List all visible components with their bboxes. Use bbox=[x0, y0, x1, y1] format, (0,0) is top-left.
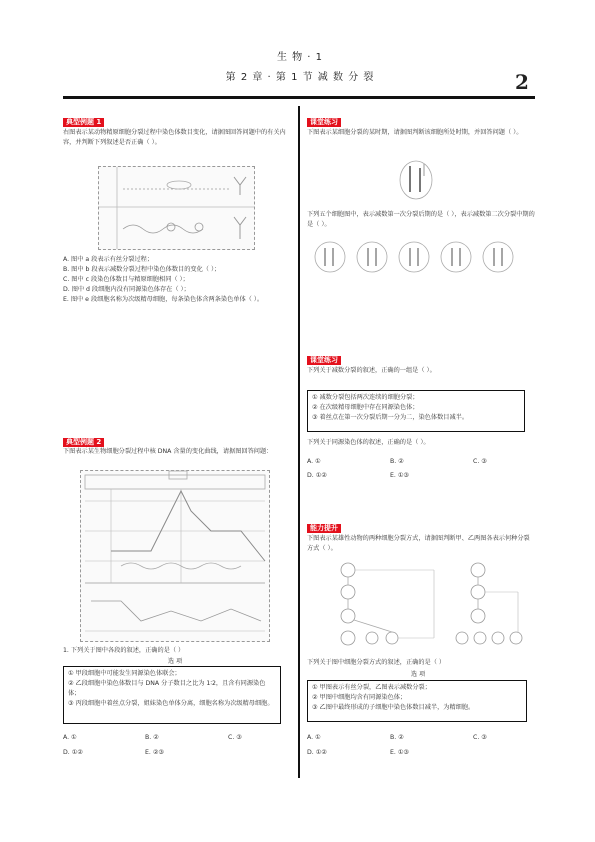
q2-tag: 典型例题 2 bbox=[63, 438, 104, 447]
q4-tag: 课堂练习 bbox=[307, 356, 341, 365]
q1-line-b: B. 图中 b 段表示减数分裂过程中染色体数目的变化（ ）； bbox=[63, 266, 221, 273]
q1-line-c: C. 图中 c 段染色体数目与精原细胞相同（ ）； bbox=[63, 276, 189, 283]
header-line-1: 生 物 · 1 bbox=[276, 52, 324, 63]
q3-cell-c bbox=[399, 242, 429, 272]
q2-box-item-2: ② 乙段细胞中染色体数目与 DNA 分子数目之比为 1∶2，且含有同源染色体； bbox=[68, 680, 266, 697]
q4-box-item-1: ① 减数分裂包括两次连续的细胞分裂； bbox=[312, 394, 419, 401]
q2-box-item-3: ③ 丙段细胞中着丝点分裂，姐妹染色单体分离，细胞名称为次级精母细胞。 bbox=[68, 700, 274, 707]
q4-stem: 下列关于减数分裂的叙述，正确的一组是（ ）。 bbox=[307, 367, 436, 374]
q2-box-item-1: ① 甲段细胞中可能发生同源染色体联会； bbox=[68, 670, 181, 677]
q1-stem: 右图表示某动物精原细胞分裂过程中染色体数目变化，请据图回答问题中的有关内容，并判断下列叙述是否正确（ ）。 bbox=[63, 129, 286, 146]
q5-option-e[interactable]: E. ①③ bbox=[390, 749, 409, 756]
q1-line-a: A. 图中 a 段表示有丝分裂过程； bbox=[63, 256, 154, 263]
q2-figure bbox=[80, 470, 270, 642]
q3-cell-e bbox=[483, 242, 513, 272]
q2-option-a[interactable]: A. ① bbox=[63, 734, 77, 741]
q3-cell-d bbox=[441, 242, 471, 272]
q4-option-e[interactable]: E. ①③ bbox=[390, 472, 409, 479]
q1-figure-drawing bbox=[99, 167, 254, 249]
q5-question: 下列关于图中细胞分裂方式的叙述，正确的是（ ） bbox=[307, 659, 446, 666]
q4-option-b[interactable]: B. ② bbox=[390, 458, 404, 465]
q2-box-title: 选 项 bbox=[167, 658, 183, 665]
header-rule bbox=[63, 96, 535, 99]
q5-option-d[interactable]: D. ①② bbox=[307, 749, 327, 756]
q5-choice-box bbox=[307, 680, 527, 722]
q2-option-d[interactable]: D. ①② bbox=[63, 749, 83, 756]
q2-stem: 下图表示某生物细胞分裂过程中核 DNA 含量的变化曲线，请据图回答问题： bbox=[63, 448, 273, 455]
q5-figure-left bbox=[318, 558, 438, 650]
q5-option-c[interactable]: C. ③ bbox=[473, 734, 487, 741]
q5-box-title: 选 项 bbox=[410, 671, 426, 678]
q3-cell-a bbox=[315, 242, 345, 272]
q3-cell-b bbox=[357, 242, 387, 272]
q4-option-d[interactable]: D. ①② bbox=[307, 472, 327, 479]
q2-option-c[interactable]: C. ③ bbox=[228, 734, 242, 741]
q5-box-item-2: ② 甲图中细胞均含有同源染色体； bbox=[312, 694, 407, 701]
q3-cell-row bbox=[312, 240, 512, 274]
q4-option-a[interactable]: A. ① bbox=[307, 458, 321, 465]
q1-line-d: D. 图中 d 段细胞内没有同源染色体存在（ ）； bbox=[63, 286, 190, 293]
q1-tag: 典型例题 1 bbox=[63, 118, 104, 127]
page-number: 2 bbox=[515, 70, 529, 94]
header-line-2: 第 2 章 · 第 1 节 减 数 分 裂 bbox=[225, 72, 375, 83]
q5-option-b[interactable]: B. ② bbox=[390, 734, 404, 741]
column-divider bbox=[298, 106, 300, 778]
q2-choice-box bbox=[63, 666, 281, 724]
q5-box-item-1: ① 甲图表示有丝分裂，乙图表示减数分裂； bbox=[312, 684, 431, 691]
q5-stem: 下图表示某雄性动物的两种细胞分裂方式，请据图判断甲、乙两图各表示何种分裂方式（ ）。 bbox=[307, 535, 530, 552]
q2-question: 1. 下列关于图中各段的叙述，正确的是（ ） bbox=[63, 647, 185, 654]
q5-box-item-3: ③ 乙图中最终形成的子细胞中染色体数目减半，为精细胞。 bbox=[312, 704, 475, 711]
q3-main-cell bbox=[398, 160, 434, 200]
q1-lines bbox=[63, 255, 289, 305]
q4-box-item-2: ② 在次级精母细胞中存在同源染色体； bbox=[312, 404, 419, 411]
q4-choice-box bbox=[307, 390, 525, 432]
q2-option-b[interactable]: B. ② bbox=[145, 734, 159, 741]
q4-box-item-3: ③ 着丝点在第一次分裂后期一分为二，染色体数目减半。 bbox=[312, 414, 469, 421]
q1-figure bbox=[98, 166, 255, 250]
q3-tag: 课堂练习 bbox=[307, 118, 341, 127]
q5-option-a[interactable]: A. ① bbox=[307, 734, 321, 741]
q3-stem: 下图表示某细胞分裂的某时期，请据图判断该细胞所处时期，并回答问题（ ）。 bbox=[307, 129, 523, 136]
q4-sub: 下列关于同源染色体的叙述，正确的是（ ）。 bbox=[307, 439, 430, 446]
q4-option-c[interactable]: C. ③ bbox=[473, 458, 487, 465]
q3-sub: 下列五个细胞图中，表示减数第一次分裂后期的是（ ），表示减数第二次分裂中期的是（ ）。 bbox=[307, 211, 535, 228]
q2-figure-drawing bbox=[81, 471, 269, 641]
q5-tag: 能力提升 bbox=[307, 524, 341, 533]
q2-option-e[interactable]: E. ②③ bbox=[145, 749, 164, 756]
q5-figure-right bbox=[448, 558, 523, 650]
q1-line-e: E. 图中 e 段细胞名称为次级精母细胞，每条染色体含两条染色单体（ ）。 bbox=[63, 296, 264, 303]
